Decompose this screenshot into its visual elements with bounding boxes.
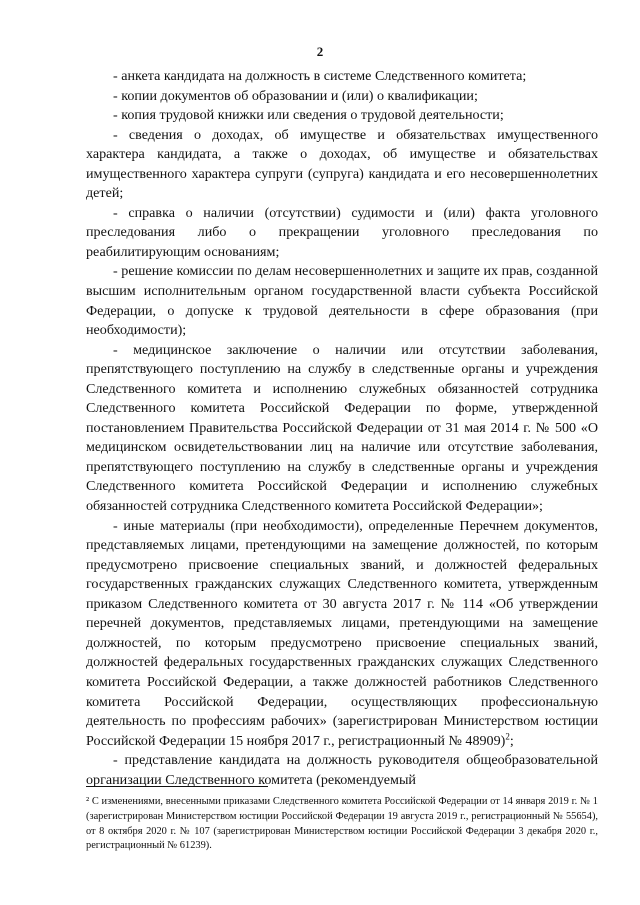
- page-number: 2: [316, 44, 324, 59]
- list-item-candidate-form: - анкета кандидата на должность в системе Следственного комитета;: [113, 68, 527, 84]
- list-item-criminal-record-certificate: - справка о наличии (отсутствии) судимости и (или) факта уголовного преследования либо о прекращении уголовного преследования по реабилитирующим основаниям;: [86, 204, 598, 260]
- footnote-divider: [86, 786, 268, 787]
- footnote: [86, 795, 598, 854]
- list-item-income-information: - сведения о доходах, об имуществе и обязательствах имущественного характера кандидата, а также о доходах, об имуществе и обязательствах имущественного характера супруги (супруга) кандидата и его несовершеннолетних детей;: [86, 126, 598, 202]
- list-item-medical-certificate: - медицинское заключение о наличии или отсутствии заболевания, препятствующего поступлению на службу в следственные органы и учреждения Следственного комитета и исполнению служебных обязанностей сотрудника Следственного комитета Российской Федерации по форме, утвержденной постановлением Правительства Российской Федерации от 31 мая 2014 г. № 500 «О медицинском освидетельствовании лиц на наличие или отсутствие заболевания, препятствующего поступлению на службу в следственные органы и учреждения Следственного комитета Российской Федерации и исполнению служебных обязанностей сотрудника Следственного комитета Российской Федерации»;: [86, 341, 598, 515]
- footnote-text: ² С изменениями, внесенными приказами Следственного комитета Российской Федерации от 14 января 2019 г. № 1 (зарегистрирован Министерством юстиции Российской Федерации 19 августа 2019 г., регистрационный № 55654), от 8 октября 2020 г. № 107 (зарегистрирован Министерством юстиции Российской Федерации 3 декабря 2020 г., регистрационный № 61239).: [86, 796, 598, 852]
- list-item-other-materials: - иные материалы (при необходимости), определенные Перечнем документов, представляемых лицами, претендующими на замещение должностей, по которым предусмотрено присвоение специальных званий, и должностей федеральных государственных гражданских служащих Следственного комитета, утвержденным приказом Следственного комитета от 30 августа 2017 г. № 114 «Об утверждении перечней документов, представляемых лицами, претендующими на замещение должностей, по которым предусмотрено присвоение специальных званий, должностей федеральных государственных гражданских служащих Следственного комитета Российской Федерации, а также должностей работников Следственного комитета Российской Федерации, осуществляющих профессиональную деятельность по профессиям рабочих» (зарегистрирован Министерством юстиции Российской Федерации 15 ноября 2017 г., регистрационный № 48909)$^2$;: [86, 517, 598, 749]
- list-item-candidate-submission: - представление кандидата на должность руководителя общеобразовательной организации Следственного комитета (рекомендуемый: [86, 752, 598, 788]
- other-materials-text: - иные материалы (при необходимости), определенные Перечнем документов, представляемых лицами, претендующими на замещение должностей, по которым предусмотрено присвоение специальных званий, и должностей федеральных государственных гражданских служащих Следственного комитета, утвержденным приказом Следственного комитета от 30 августа 2017 г. № 114 «Об утверждении перечней документов, представляемых лицами, претендующими на замещение должностей, по которым предусмотрено присвоение специальных званий, должностей федеральных государственных гражданских служащих Следственного комитета Российской Федерации, а также должностей работников Следственного комитета Российской Федерации, осуществляющих профессиональную деятельность по профессиям рабочих» (зарегистрирован Министерством юстиции Российской Федерации 15 ноября 2017 г., регистрационный № 48909): [86, 517, 598, 749]
- list-item-education-documents: - копии документов об образовании и (или) о квалификации;: [113, 87, 478, 104]
- list-item-employment-record: - копия трудовой книжки или сведения о трудовой деятельности;: [113, 107, 504, 124]
- list-item-juvenile-commission-decision: - решение комиссии по делам несовершеннолетних и защите их прав, созданной высшим исполнительным органом государственной власти субъекта Российской Федерации, о допуске к трудовой деятельности в сфере образования (при необходимости);: [86, 263, 598, 339]
- document-body: [86, 67, 598, 790]
- footnote-reference: 2: [505, 730, 510, 741]
